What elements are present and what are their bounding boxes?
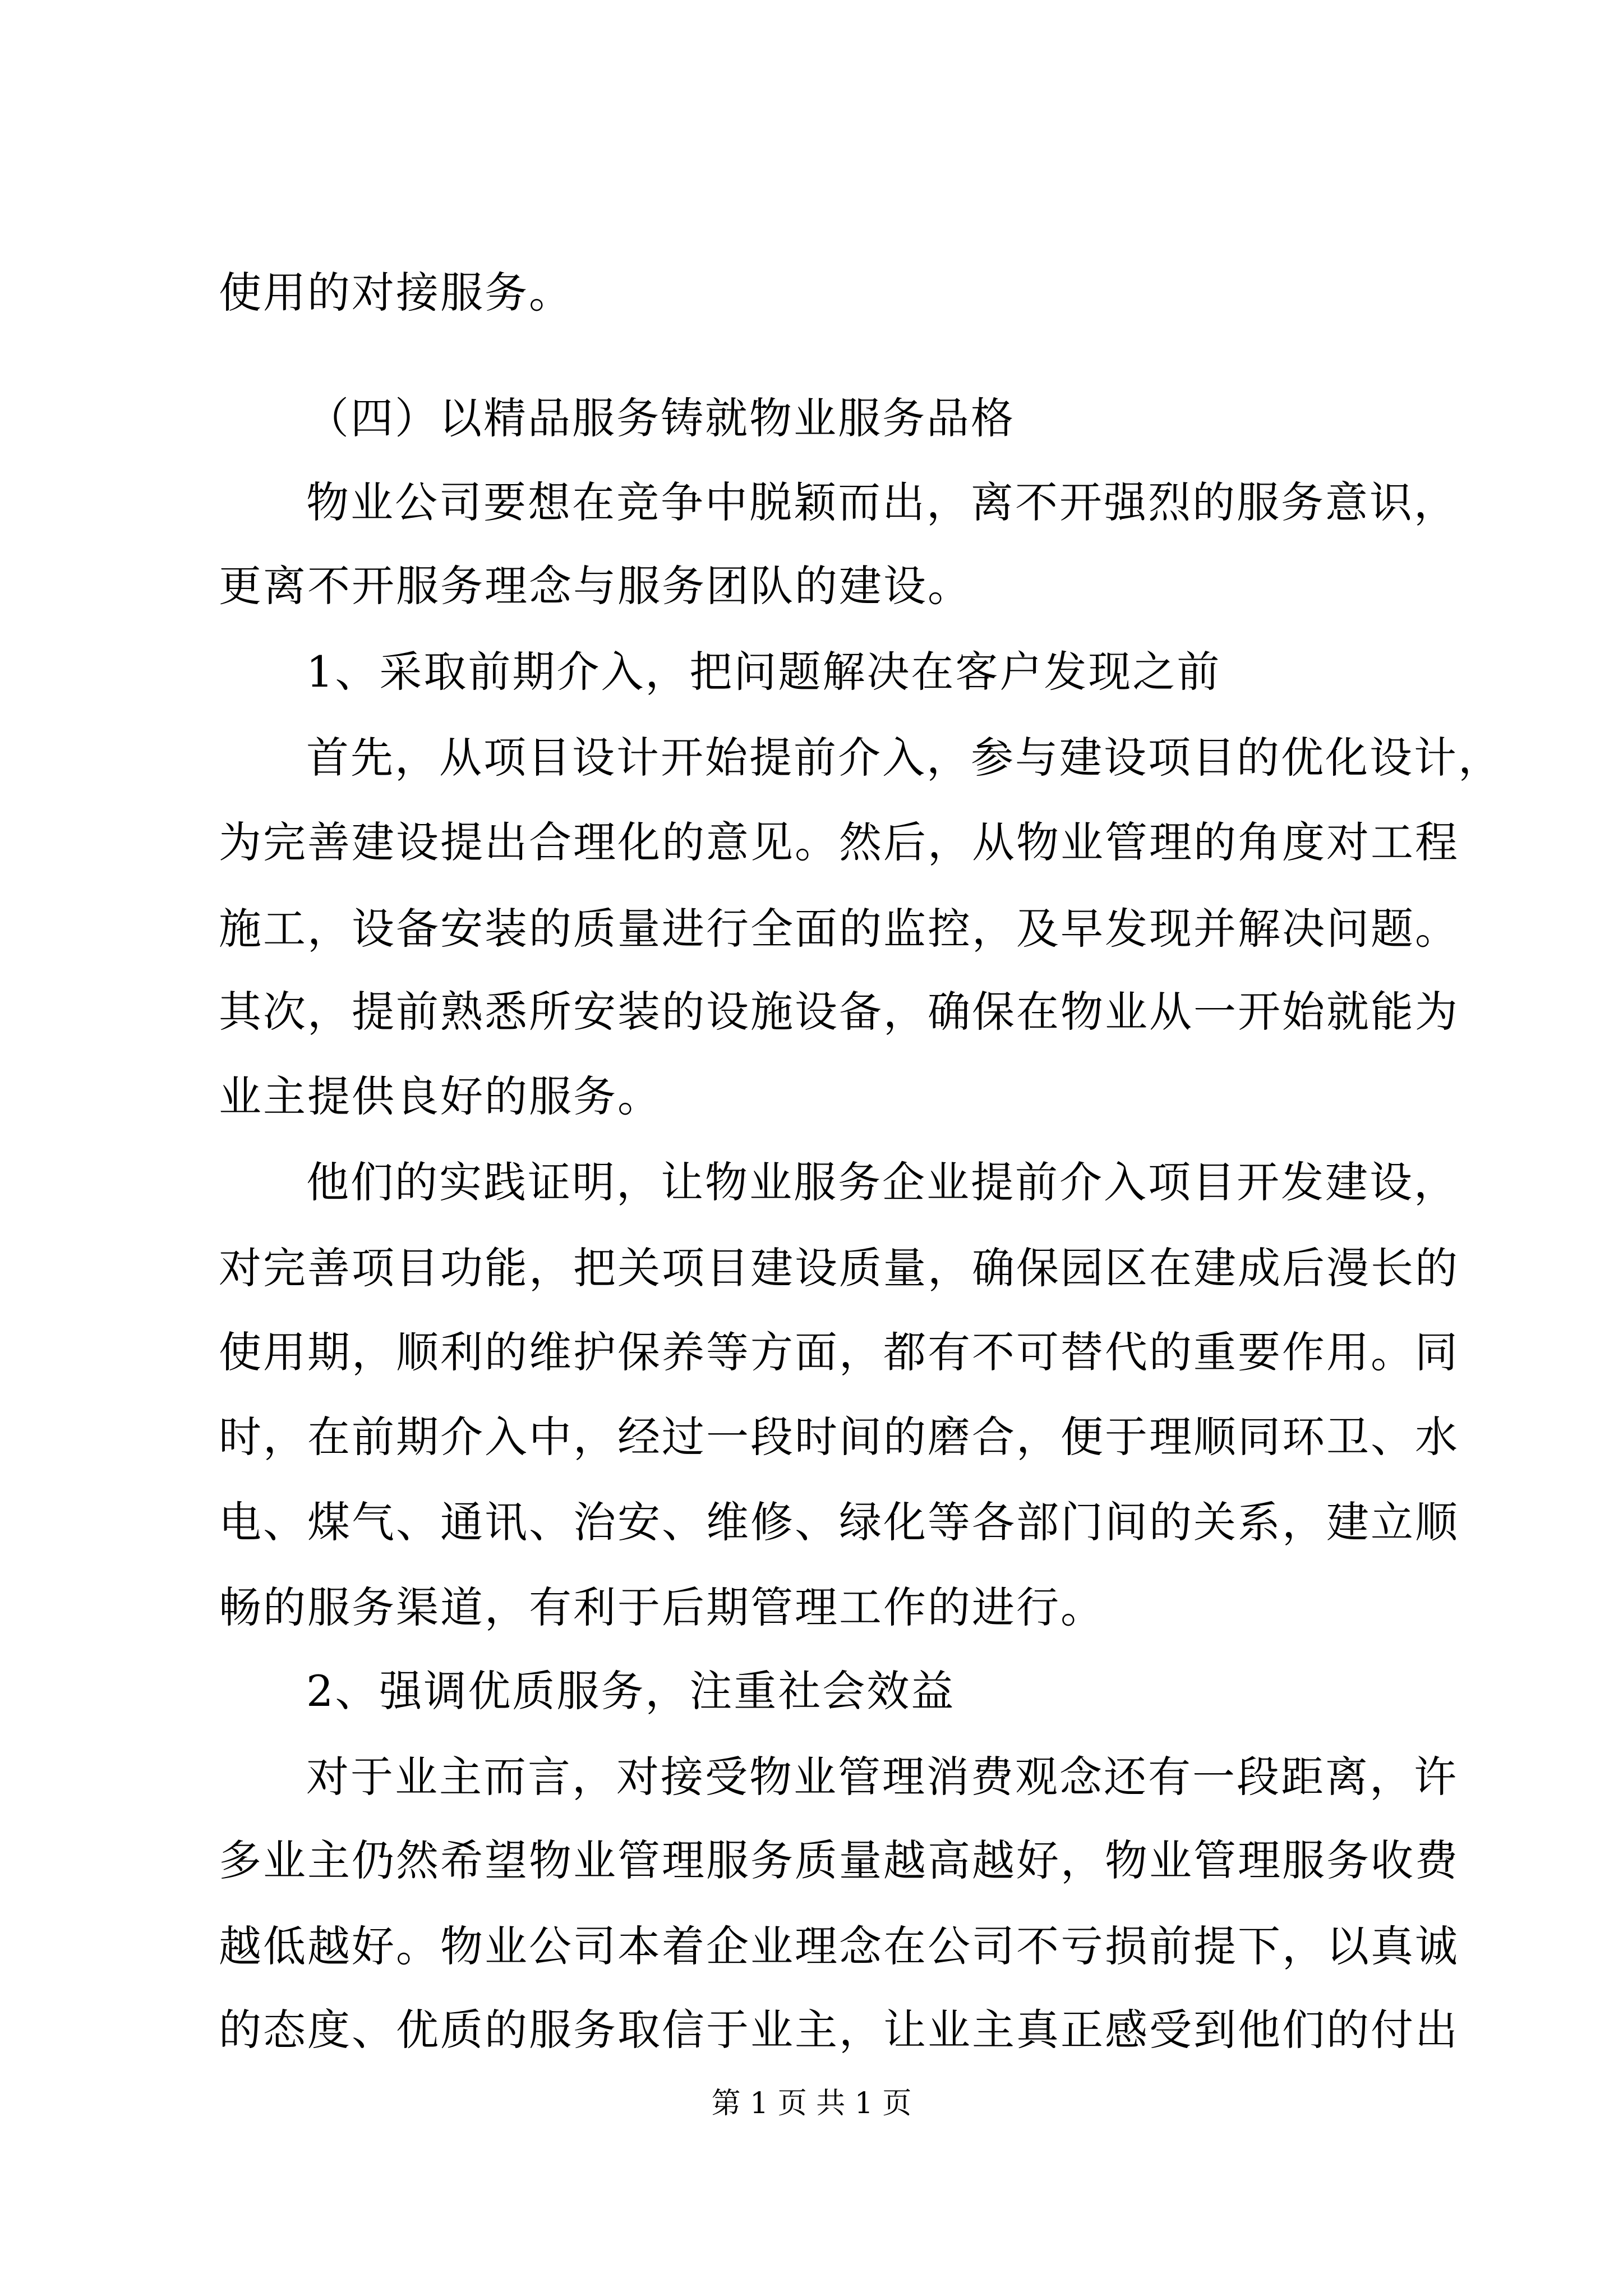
text-line: 施工，设备安装的质量进行全面的监控，及早发现并解决问题。 (219, 904, 1459, 954)
paragraph-first-line: 首先，从项目设计开始提前介入，参与建设项目的优化设计， (306, 733, 1502, 783)
text-line: 畅的服务渠道，有利于后期管理工作的进行。 (219, 1582, 1105, 1632)
subsection-heading: 2、强调优质服务，注重社会效益 (306, 1666, 956, 1716)
paragraph-first-line: 他们的实践证明，让物业服务企业提前介入项目开发建设， (306, 1157, 1458, 1207)
text-line: 使用期，顺利的维护保养等方面，都有不可替代的重要作用。同 (219, 1327, 1459, 1377)
text-line: 为完善建设提出合理化的意见。然后，从物业管理的角度对工程 (219, 817, 1459, 867)
text-line: 越低越好。物业公司本着企业理念在公司不亏损前提下，以真诚 (219, 1921, 1459, 1971)
text-line: 其次，提前熟悉所安装的设施设备，确保在物业从一开始就能为 (219, 987, 1459, 1037)
text-line: 的态度、优质的服务取信于业主，让业主真正感受到他们的付出 (219, 2005, 1459, 2055)
page-footer: 第 1 页 共 1 页 (711, 2087, 912, 2120)
text-line: 电、煤气、通讯、治安、维修、绿化等各部门间的关系，建立顺 (219, 1497, 1459, 1547)
text-line: 对完善项目功能，把关项目建设质量，确保园区在建成后漫长的 (219, 1243, 1459, 1293)
text-line: 多业主仍然希望物业管理服务质量越高越好，物业管理服务收费 (219, 1835, 1459, 1885)
text-line: 业主提供良好的服务。 (219, 1071, 662, 1121)
paragraph-first-line: 物业公司要想在竞争中脱颖而出，离不开强烈的服务意识， (306, 477, 1458, 527)
section-heading: （四）以精品服务铸就物业服务品格 (306, 393, 1015, 443)
subsection-heading: 1、采取前期介入，把问题解决在客户发现之前 (306, 647, 1221, 697)
text-line: 使用的对接服务。 (219, 268, 573, 318)
text-line: 更离不开服务理念与服务团队的建设。 (219, 561, 972, 611)
paragraph-first-line: 对于业主而言，对接受物业管理消费观念还有一段距离，许 (306, 1752, 1458, 1802)
text-line: 时，在前期介入中，经过一段时间的磨合，便于理顺同环卫、水 (219, 1412, 1459, 1462)
